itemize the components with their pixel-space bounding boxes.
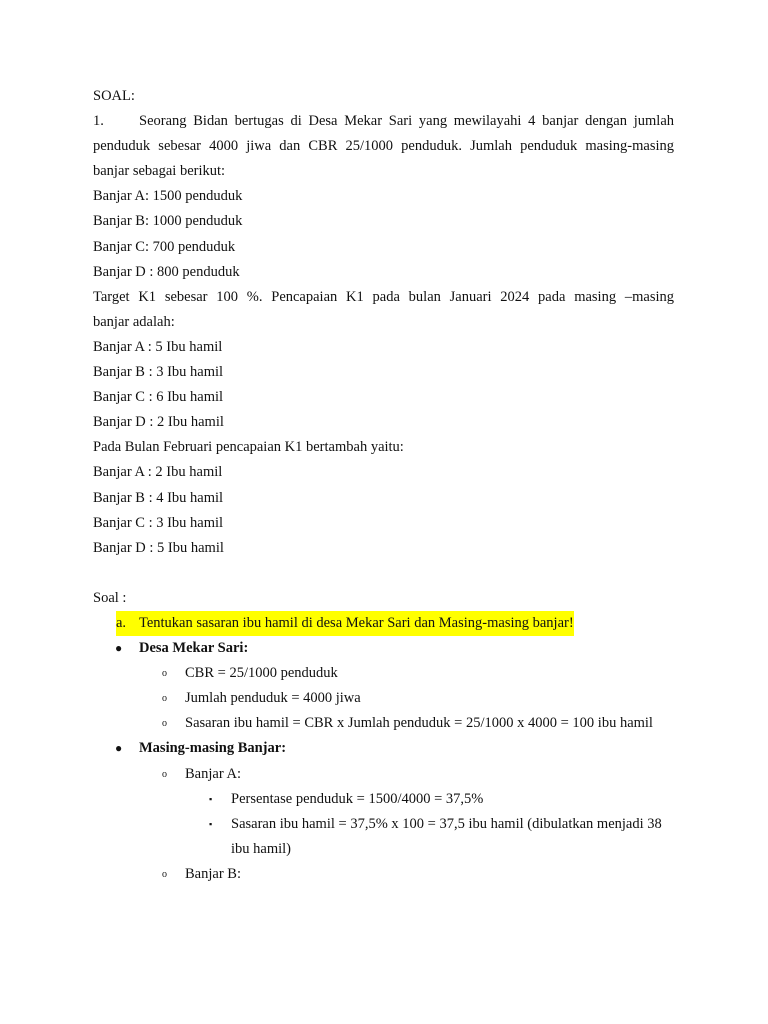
bullet-icon: ● [115, 641, 123, 656]
bullet-icon: ● [115, 741, 123, 756]
january-line: Banjar B : 3 Ibu hamil [93, 364, 224, 381]
item-a-marker: a. [116, 614, 127, 631]
february-line: Banjar A : 2 Ibu hamil [93, 464, 223, 481]
question-line-1: Seorang Bidan bertugas di Desa Mekar Sari yang mewilayahi 4 banjar dengan jumlah [139, 113, 674, 130]
banjar-a-item: ▪ Sasaran ibu hamil = 37,5% x 100 = 37,5 ibu hamil (dibulatkan menjadi 38 ibu hamil) [93, 812, 674, 862]
document-page [93, 84, 674, 887]
item-a [93, 611, 674, 636]
population-line: Banjar A: 1500 penduduk [93, 188, 243, 205]
circle-bullet-icon: o [162, 668, 167, 680]
square-bullet-icon: ▪ [209, 793, 213, 804]
banjar-section-title: ● Masing-masing Banjar: [93, 736, 674, 761]
question-1 [93, 109, 674, 134]
february-intro: Pada Bulan Februari pencapaian K1 bertambah yaitu: [93, 439, 404, 456]
population-line: Banjar D : 800 penduduk [93, 263, 240, 280]
january-line: Banjar D : 2 Ibu hamil [93, 414, 224, 431]
circle-bullet-icon: o [162, 868, 167, 880]
february-line: Banjar B : 4 Ibu hamil [93, 489, 224, 506]
desa-item: o Jumlah penduduk = 4000 jiwa [93, 686, 674, 711]
banjar-a-item: ▪ Persentase penduduk = 1500/4000 = 37,5% [93, 787, 674, 812]
population-line: Banjar C: 700 penduduk [93, 238, 236, 255]
document-heading: SOAL: [93, 88, 135, 104]
circle-bullet-icon: o [162, 693, 167, 705]
target-line-1: Target K1 sebesar 100 %. Pencapaian K1 pada bulan Januari 2024 pada masing –masing [93, 288, 674, 305]
banjar-a-label: o Banjar A: [93, 762, 674, 787]
soal-heading: Soal : [93, 589, 127, 606]
item-a-highlight [116, 611, 574, 636]
target-line-2: banjar adalah: [93, 313, 175, 330]
desa-item: o Sasaran ibu hamil = CBR x Jumlah penduduk = 25/1000 x 4000 = 100 ibu hamil [93, 711, 674, 736]
spacer [93, 561, 674, 586]
banjar-b-label: o Banjar B: [93, 862, 674, 887]
population-line: Banjar B: 1000 penduduk [93, 213, 243, 230]
question-line-2: penduduk sebesar 4000 jiwa dan CBR 25/1000 penduduk. Jumlah penduduk masing-masing [93, 138, 674, 155]
february-line: Banjar D : 5 Ibu hamil [93, 539, 224, 556]
circle-bullet-icon: o [162, 718, 167, 730]
january-line: Banjar A : 5 Ibu hamil [93, 338, 223, 355]
february-line: Banjar C : 3 Ibu hamil [93, 514, 224, 531]
desa-section-title: ● Desa Mekar Sari: [93, 636, 674, 661]
desa-item: o CBR = 25/1000 penduduk [93, 661, 674, 686]
question-line-3: banjar sebagai berikut: [93, 163, 226, 180]
square-bullet-icon: ▪ [209, 818, 213, 829]
january-line: Banjar C : 6 Ibu hamil [93, 389, 224, 406]
item-a-text: Tentukan sasaran ibu hamil di desa Mekar Sari dan Masing-masing banjar! [139, 614, 574, 631]
circle-bullet-icon: o [162, 768, 167, 780]
question-number: 1. [93, 113, 104, 130]
